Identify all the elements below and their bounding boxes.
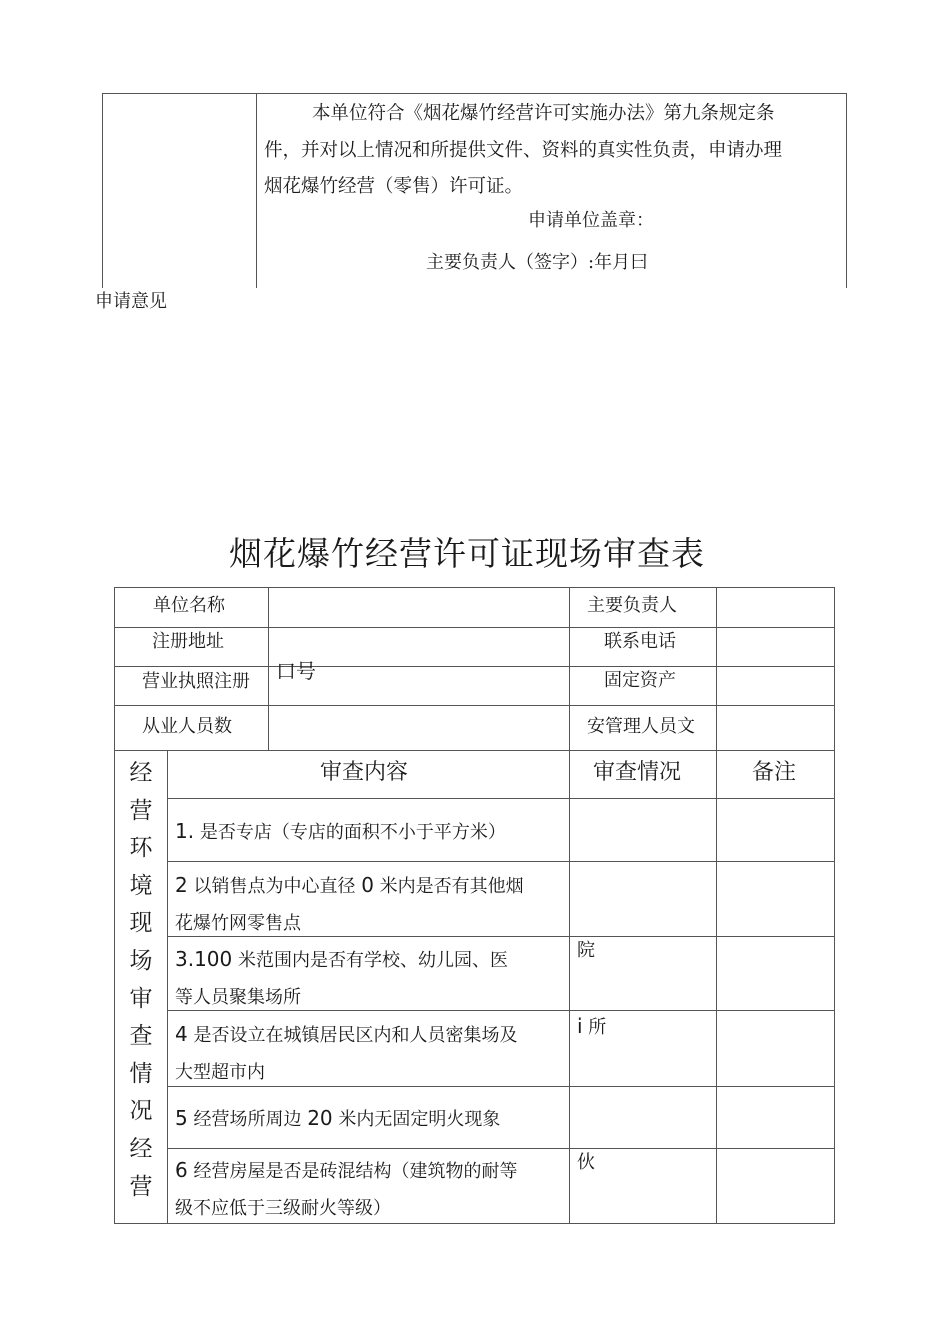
vertical-char: 境: [129, 872, 153, 899]
item-4-status: [577, 1015, 606, 1039]
fixed-assets-label: 固定资产: [604, 670, 676, 691]
item-number: 4: [175, 1022, 188, 1046]
h-line: [167, 1148, 835, 1149]
phone-label: 联系电话: [604, 631, 676, 652]
item-number: 2: [175, 873, 188, 897]
item-4-line-1: [175, 1023, 517, 1047]
item-4-line-2: 大型超市内: [175, 1062, 265, 1083]
item-number: 6: [175, 1158, 188, 1182]
vertical-char: 经: [129, 1135, 153, 1162]
vertical-char: 审: [129, 985, 153, 1012]
item-inline-number: 20: [307, 1106, 333, 1130]
staff-count-label: 从业人员数: [142, 716, 232, 737]
h-line: [167, 798, 835, 799]
h-line: [167, 1010, 835, 1011]
v-line: [268, 587, 269, 751]
statement-line-1: 本单位符合《烟花爆竹经营许可实施办法》第九条规定条: [312, 103, 775, 124]
h-line: [114, 750, 835, 751]
item-5: [175, 1107, 500, 1131]
item-text: 米范围内是否有学校、幼儿园、医: [238, 950, 508, 971]
h-line: [167, 861, 835, 862]
top-middle-border: [256, 93, 257, 288]
item-3-line-2: 等人员聚集场所: [175, 987, 301, 1008]
item-2-line-2: 花爆竹网零售点: [175, 913, 301, 934]
signature-label: 主要负责人（签字）:年月曰: [426, 252, 649, 273]
vertical-char: 场: [129, 947, 153, 974]
item-status-text: 所: [588, 1017, 607, 1038]
seal-label: 申请单位盖章：: [528, 210, 654, 231]
vertical-char: 查: [129, 1023, 153, 1050]
header-remark: 备注: [752, 760, 797, 785]
vertical-section-label: [126, 755, 156, 1206]
principal-label: 主要负责人: [587, 595, 677, 616]
item-2-line-1: [175, 874, 524, 898]
unit-name-label: 单位名称: [153, 595, 225, 616]
vertical-char: 环: [129, 835, 153, 862]
vertical-char: 况: [129, 1098, 153, 1125]
business-license-label: 营业执照注册: [142, 671, 250, 692]
item-number: 3.100: [175, 947, 233, 971]
item-6-line-2: 级不应低于三级耐火等级）: [175, 1198, 391, 1219]
page-title: 烟花爆竹经营许可证现场审查表: [229, 534, 705, 573]
item-text: 是否设立在城镇居民区内和人员密集场及: [193, 1025, 518, 1046]
application-opinion-label: 申请意见: [95, 291, 167, 312]
number-text: 口号: [276, 659, 316, 683]
statement-line-3: 烟花爆竹经营（零售）许可证。: [264, 176, 524, 197]
v-line: [569, 587, 570, 1224]
registered-address-label: 注册地址: [152, 631, 224, 652]
item-text: 经营房屋是否是砖混结构（建筑物的耐等: [193, 1161, 518, 1182]
h-line: [114, 627, 835, 628]
safety-staff-label: 安管理人员文: [587, 716, 695, 737]
item-6-line-1: [175, 1159, 517, 1183]
h-line: [167, 1086, 835, 1087]
item-text: 米内是否有其他烟: [379, 876, 524, 897]
item-3-line-1: [175, 948, 508, 972]
v-line: [716, 587, 717, 1224]
item-text: 米内无固定明火现象: [338, 1109, 501, 1130]
top-border: [102, 93, 847, 94]
h-line: [167, 936, 835, 937]
v-line: [834, 587, 835, 1224]
item-3-status: 院: [577, 940, 595, 961]
h-line: [114, 666, 835, 667]
item-inline-number: 0: [361, 873, 374, 897]
h-line: [114, 705, 835, 706]
h-line: [114, 587, 835, 588]
item-text: 经营场所周边: [193, 1109, 302, 1130]
v-line: [114, 587, 115, 1224]
v-line: [167, 750, 168, 1224]
top-right-border: [846, 93, 847, 288]
item-text: 以销售点为中心直径: [193, 876, 356, 897]
vertical-char: 现: [129, 910, 153, 937]
vertical-char: 情: [129, 1060, 153, 1087]
item-number: 1.: [175, 819, 195, 843]
item-6-status: 伙: [577, 1152, 595, 1173]
h-line: [114, 1223, 835, 1224]
item-text: 是否专店（专店的面积不小于平方米）: [199, 822, 506, 843]
statement-line-2: 件，并对以上情况和所提供文件、资料的真实性负责，申请办理: [264, 140, 783, 161]
item-1: [175, 820, 506, 844]
header-status: 审查情况: [593, 760, 682, 785]
top-left-border: [102, 93, 103, 288]
item-number: 5: [175, 1106, 188, 1130]
item-status-letter: i: [577, 1014, 583, 1038]
vertical-char: 营: [129, 797, 153, 824]
header-content: 审查内容: [320, 760, 409, 785]
vertical-char: 营: [129, 1173, 153, 1200]
vertical-char: 经: [129, 760, 153, 786]
